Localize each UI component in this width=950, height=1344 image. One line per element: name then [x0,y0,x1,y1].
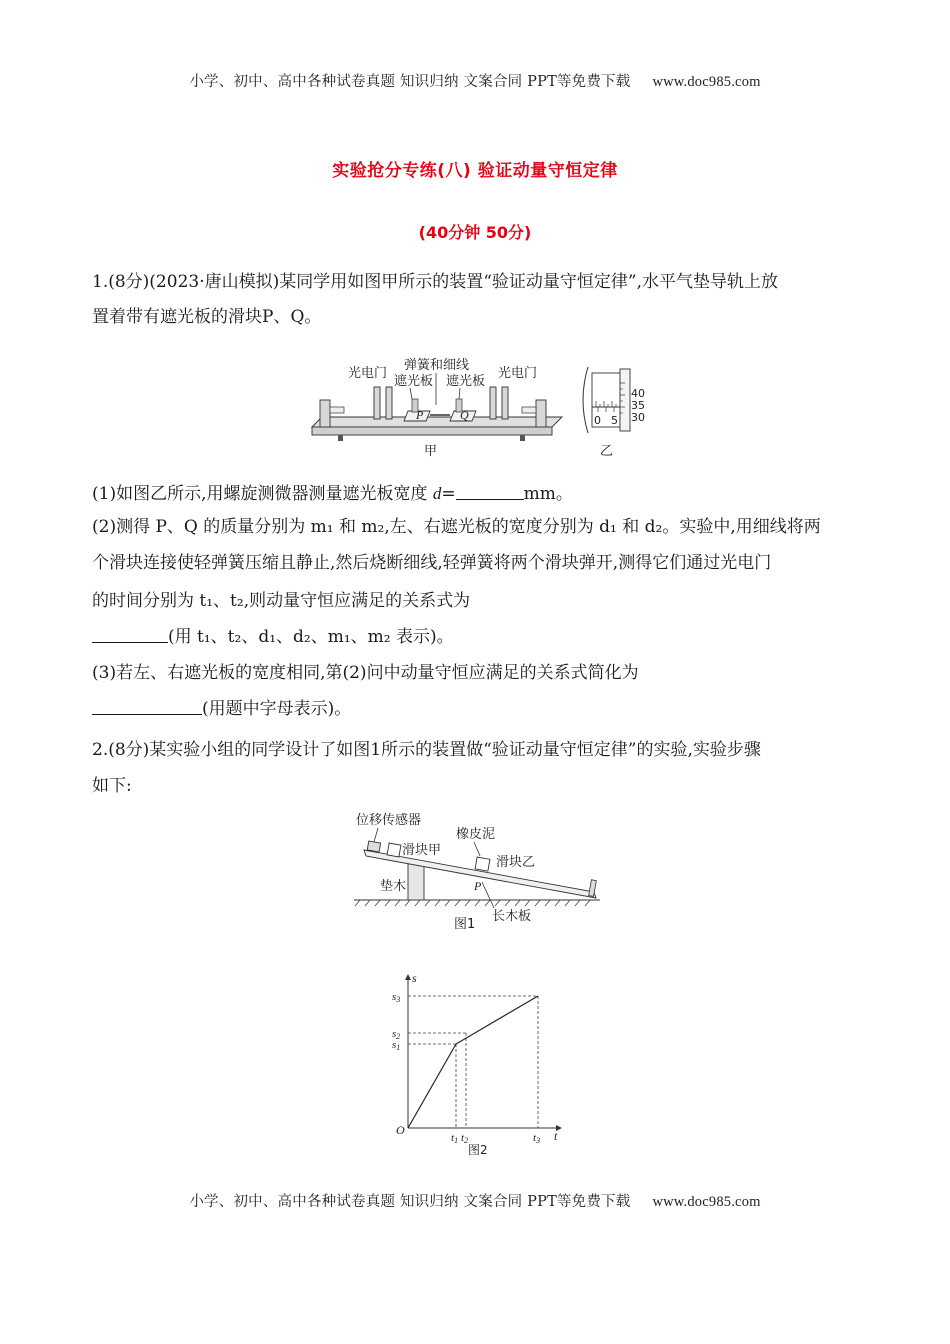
x-tick-t2: t2 [461,1132,469,1145]
label-p: P [416,408,424,422]
q1-part1 [92,476,862,512]
origin-label: O [396,1123,405,1137]
q1-part3-hint: (用题中字母表示)。 [202,699,352,719]
tick-40: 40 [631,387,645,400]
answer-blank-3[interactable] [92,697,202,715]
q1-part1-text: (1)如图乙所示,用螺旋测微器测量遮光板宽度 [92,484,433,504]
q1-part3-line1: (3)若左、右遮光板的宽度相同,第(2)问中动量守恒应满足的关系式简化为 [92,663,639,683]
caption-fig2: 图2 [468,1143,488,1157]
figure-1 [352,808,602,933]
label-sensor: 位移传感器 [356,813,422,828]
label-point-p: P [474,879,482,893]
footer-text: 小学、初中、高中各种试卷真题 知识归纳 文案合同 PPT等免费下载 [189,1194,631,1210]
q1-part1-unit: mm。 [523,484,573,504]
q1-part2-line3: 的时间分别为 t₁、t₂,则动量守恒应满足的关系式为 [92,591,471,611]
y-axis-label: s [412,971,417,985]
q2-line1: 2.(8分)某实验小组的同学设计了如图1所示的装置做“验证动量守恒定律”的实验,实验步骤 [92,740,761,760]
q1-line1: 1.(8分)(2023·唐山模拟)某同学用如图甲所示的装置“验证动量守恒定律”,水平气垫导轨上放 [92,272,779,292]
answer-blank-2[interactable] [92,625,168,643]
q1-part1-eq: = [441,484,456,504]
series-line-s-t [408,996,538,1128]
q1-part1-var: d [432,484,442,503]
label-block-b: 滑块乙 [496,855,536,870]
label-clay: 橡皮泥 [456,827,496,842]
q2-line2: 如下: [92,776,132,796]
q1-part2-line4 [92,620,862,655]
caption-yi: 乙 [600,444,614,459]
figure-jia-yi [300,355,660,465]
y-tick-s2: s2 [392,1028,401,1041]
x-tick-t1: t1 [451,1132,459,1145]
q1-part3-line2 [92,692,862,727]
q1-part2-hint: (用 t₁、t₂、d₁、d₂、m₁、m₂ 表示)。 [168,627,454,647]
tick-35: 35 [631,399,645,412]
header-text: 小学、初中、高中各种试卷真题 知识归纳 文案合同 PPT等免费下载 [189,74,631,90]
page-header [0,70,950,91]
footer-url[interactable]: www.doc985.com [652,1194,761,1210]
answer-blank-1[interactable] [456,482,524,500]
label-shade-left: 遮光板 [394,374,434,389]
label-shade-right: 遮光板 [446,374,486,389]
label-left-gate: 光电门 [348,366,388,381]
header-url[interactable]: www.doc985.com [652,74,761,90]
label-wood: 垫木 [380,879,407,894]
caption-jia: 甲 [424,444,438,459]
page-footer [0,1190,950,1211]
x-axis-label: t [554,1129,558,1143]
tick-30: 30 [631,411,645,424]
figure-2-chart [388,968,568,1160]
label-right-gate: 光电门 [498,366,538,381]
label-block-a: 滑块甲 [402,843,442,858]
page-title: 实验抢分专练(八) 验证动量守恒定律 [332,161,618,181]
q1-line2: 置着带有遮光板的滑块P、Q。 [92,307,322,327]
x-tick-t3: t3 [533,1132,541,1145]
figure-jia [312,357,562,459]
figure-yi [583,367,645,459]
label-q: Q [460,408,469,422]
q1-part2-line1: (2)测得 P、Q 的质量分别为 m₁ 和 m₂,左、右遮光板的宽度分别为 d₁ 和 d₂。实验中,用细线将两 [92,517,821,537]
label-spring: 弹簧和细线 [404,358,470,373]
q1-part2-line2: 个滑块连接使轻弹簧压缩且静止,然后烧断细线,轻弹簧将两个滑块弹开,测得它们通过光电门 [92,553,772,573]
tick-5: 5 [611,414,618,427]
tick-0: 0 [594,414,601,427]
page-subtitle: (40分钟 50分) [418,223,532,242]
label-board: 长木板 [492,909,532,924]
y-tick-s1: s1 [392,1039,401,1052]
caption-fig1: 图1 [454,917,476,932]
y-tick-s3: s3 [392,991,401,1004]
